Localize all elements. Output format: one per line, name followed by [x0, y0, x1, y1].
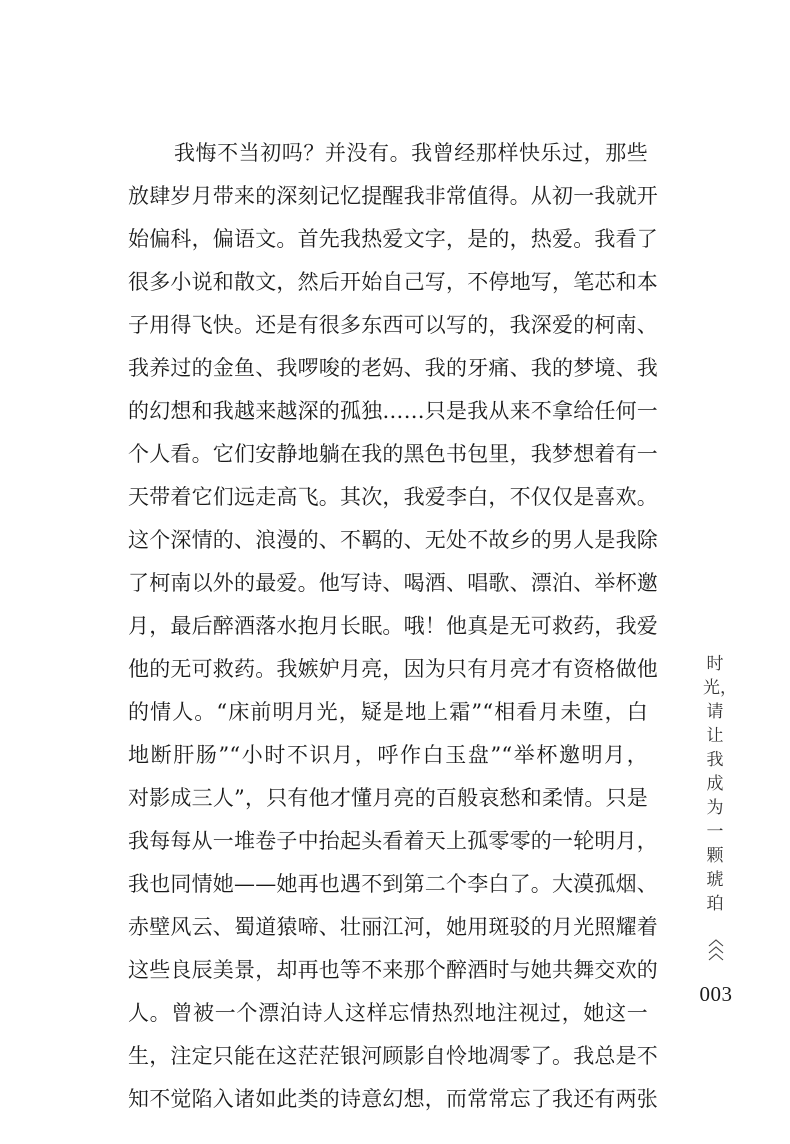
paragraph-line: 他的无可救药。我嫉妒月亮，因为只有月亮才有资格做他 — [128, 657, 658, 681]
paragraph-line: 子用得飞快。还是有很多东西可以写的，我深爱的柯南、 — [128, 313, 658, 337]
running-title: 时光，请让我成为一颗琥珀 — [703, 654, 737, 914]
paragraph-line: 我养过的金鱼、我啰唆的老妈、我的牙痛、我的梦境、我 — [128, 356, 658, 380]
paragraph-line: 赤壁风云、蜀道猿啼、壮丽江河，她用斑驳的月光照耀着 — [128, 915, 658, 939]
triple-chevron-up-icon — [706, 936, 726, 966]
body-text — [128, 132, 658, 1121]
paragraph-line: 这些良辰美景，却再也等不来那个醉酒时与她共舞交欢的 — [128, 958, 658, 982]
paragraph-line: 我悔不当初吗？并没有。我曾经那样快乐过，那些 — [174, 141, 648, 165]
paragraph-line: 月，最后醉酒落水抱月长眠。哦！他真是无可救药，我爱 — [128, 614, 658, 638]
paragraph-line: 我也同情她——她再也遇不到第二个李白了。大漠孤烟、 — [128, 872, 658, 896]
paragraph-line: 人。曾被一个漂泊诗人这样忘情热烈地注视过，她这一 — [128, 1001, 648, 1025]
paragraph-line: 这个深情的、浪漫的、不羁的、无处不故乡的男人是我除 — [128, 528, 658, 552]
page-number: 003 — [699, 982, 733, 1006]
paragraph-line: 始偏科，偏语文。首先我热爱文字，是的，热爱。我看了 — [128, 227, 658, 251]
paragraph-line: 了柯南以外的最爱。他写诗、喝酒、唱歌、漂泊、举杯邀 — [128, 571, 658, 595]
paragraph-line: 对影成三人”，只有他才懂月亮的百般哀愁和柔情。只是 — [128, 786, 648, 810]
paragraph-line: 我每每从一堆卷子中抬起头看着天上孤零零的一轮明月， — [128, 829, 658, 853]
paragraph-line: 天带着它们远走高飞。其次，我爱李白，不仅仅是喜欢。 — [128, 485, 658, 509]
paragraph-line: 地断肝肠”“小时不识月，呼作白玉盘”“举杯邀明月， — [128, 743, 648, 767]
paragraph-line: 个人看。它们安静地躺在我的黑色书包里，我梦想着有一 — [128, 442, 658, 466]
paragraph-line: 放肆岁月带来的深刻记忆提醒我非常值得。从初一我就开 — [128, 184, 658, 208]
paragraph-line: 的情人。“床前明月光，疑是地上霜”“相看月未堕，白 — [128, 700, 648, 724]
paragraph-line: 知不觉陷入诸如此类的诗意幻想，而常常忘了我还有两张 — [128, 1087, 658, 1111]
paragraph-line: 很多小说和散文，然后开始自己写，不停地写，笔芯和本 — [128, 270, 658, 294]
paragraph-line: 的幻想和我越来越深的孤独……只是我从来不拿给任何一 — [128, 399, 658, 423]
paragraph-line: 生，注定只能在这茫茫银河顾影自怜地凋零了。我总是不 — [128, 1044, 658, 1068]
